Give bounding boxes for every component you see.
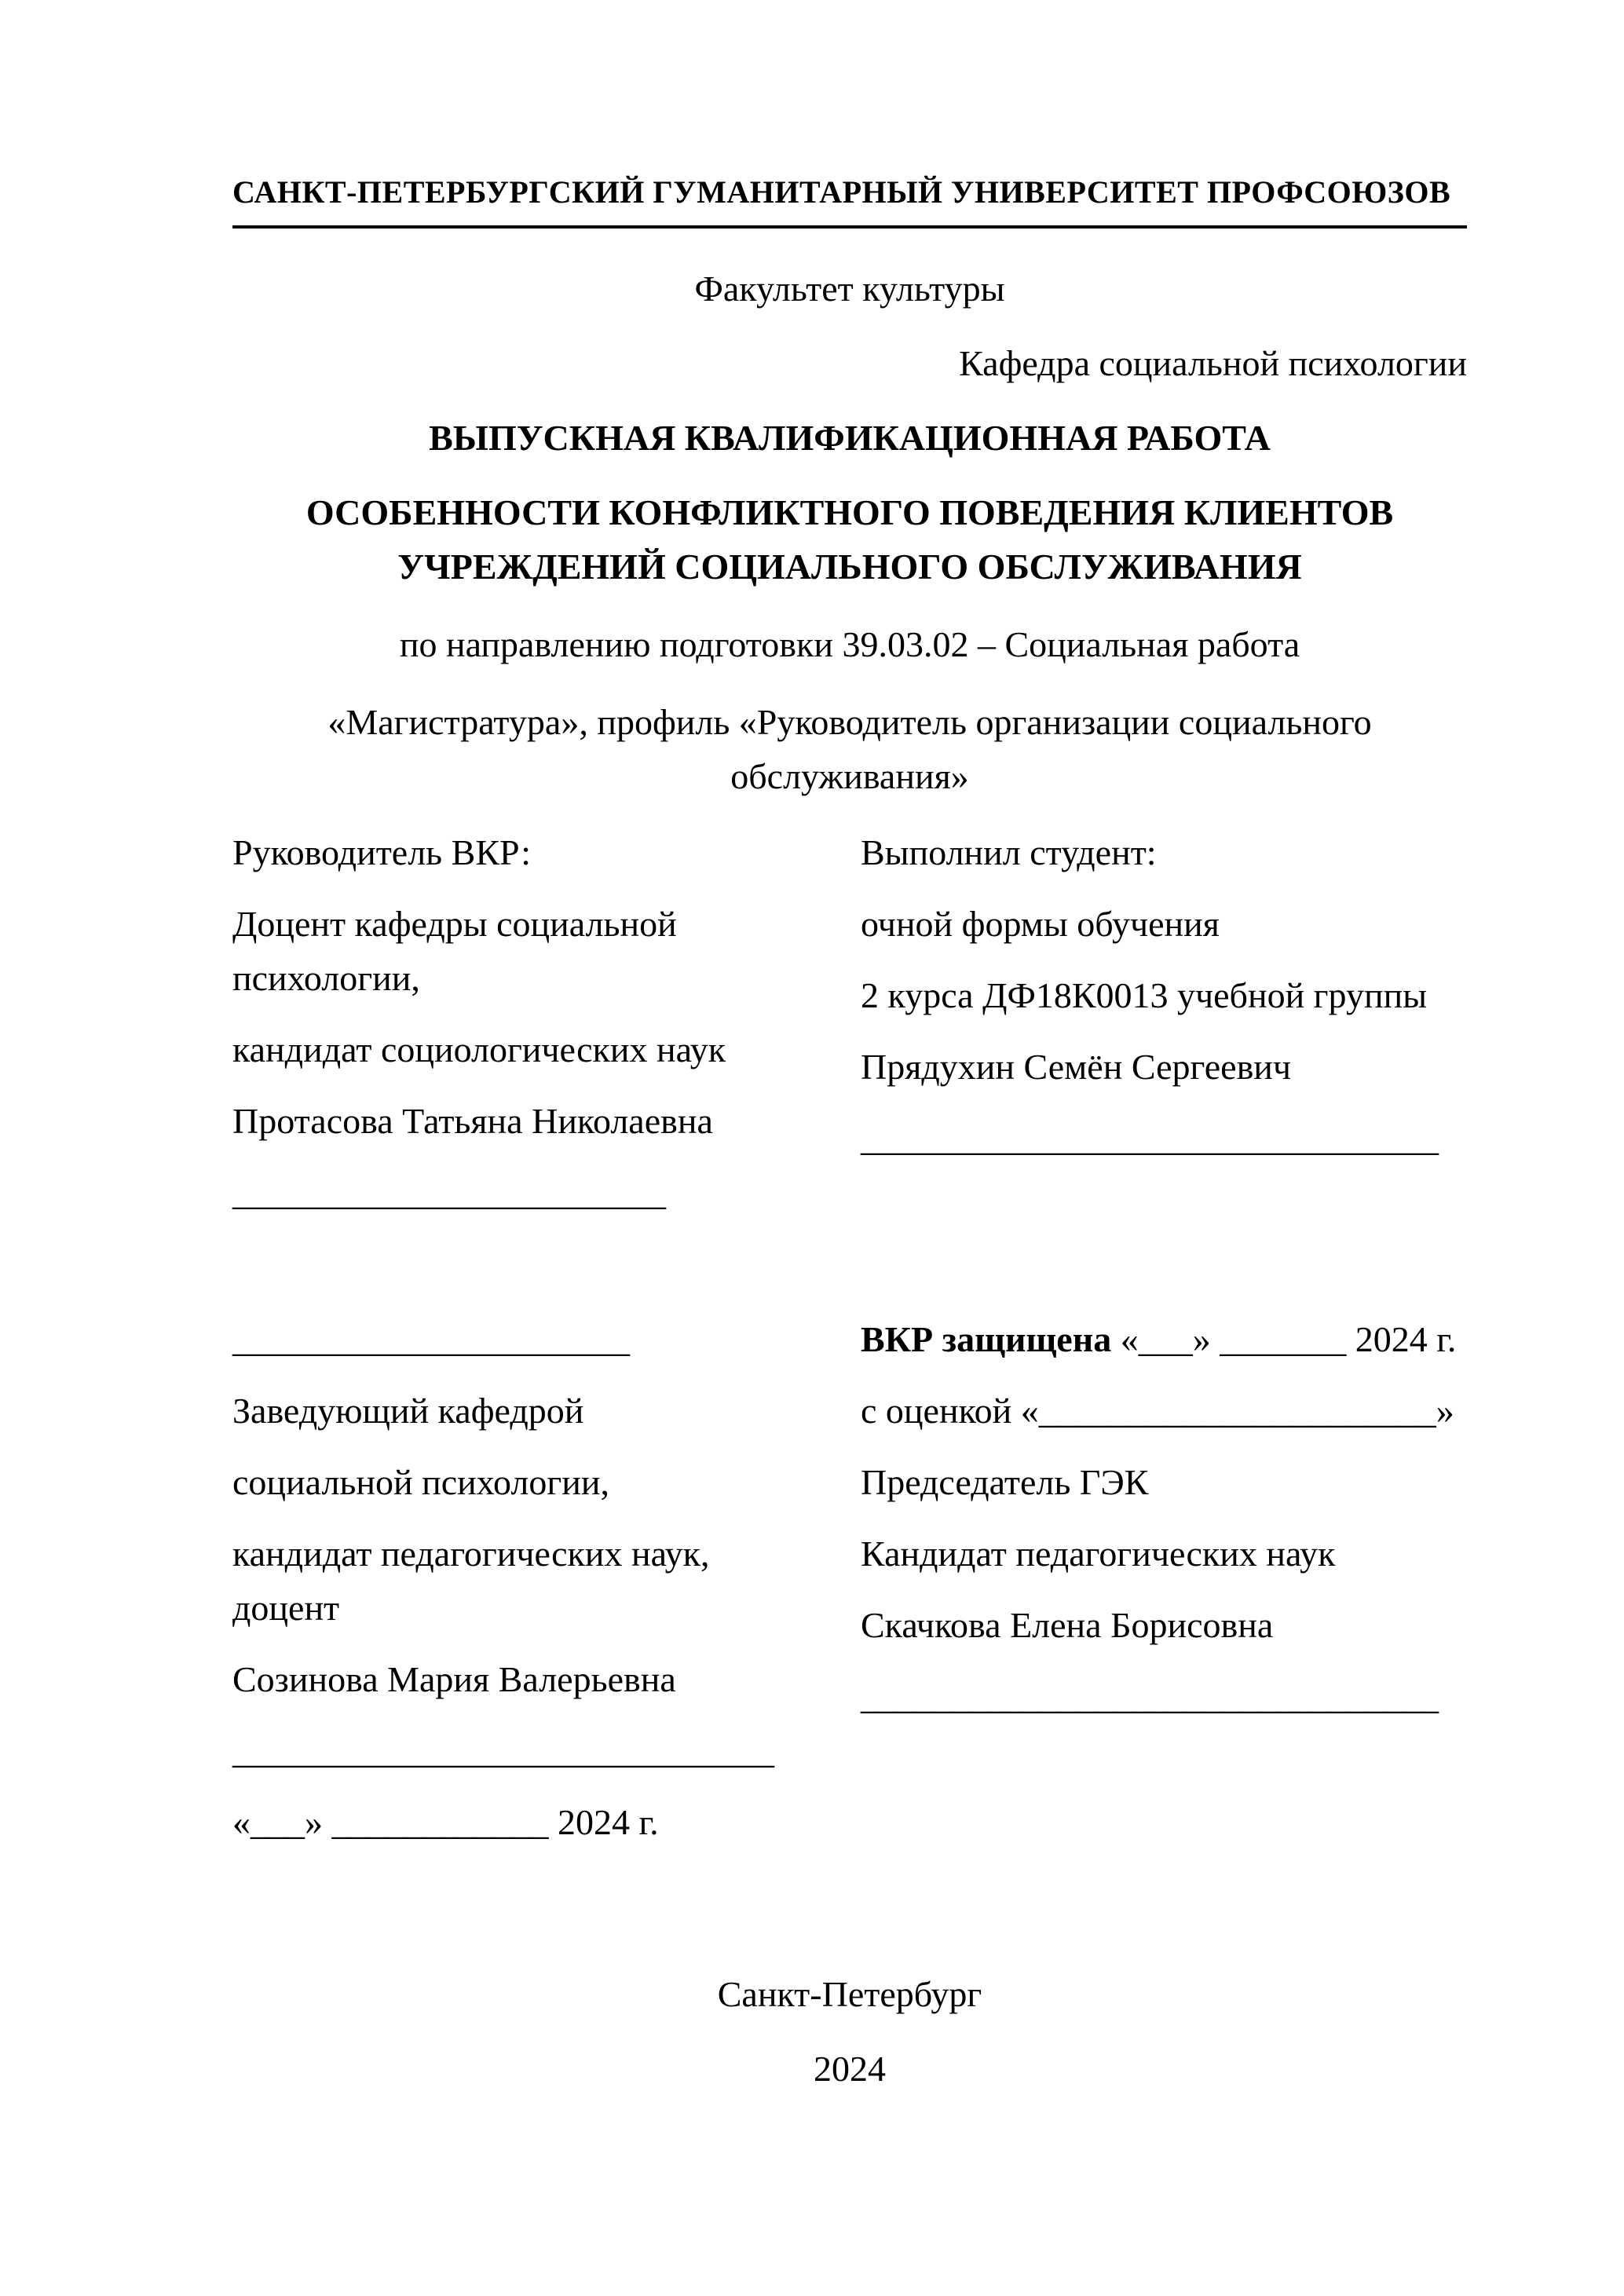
direction-line: по направлению подготовки 39.03.02 – Социальная работа [399, 624, 1300, 664]
head-date-line: «___» ____________ 2024 г. [232, 1802, 659, 1842]
head-position-line1: Заведующий кафедрой [232, 1391, 584, 1431]
defense-grade-line: с оценкой «______________________» [861, 1391, 1454, 1431]
work-type-heading: ВЫПУСКНАЯ КВАЛИФИКАЦИОННАЯ РАБОТА [429, 418, 1271, 458]
student-study-form: очной формы обучения [861, 904, 1220, 944]
supervisor-student-row [232, 825, 1467, 1219]
defense-chair-name: Скачкова Елена Борисовна [861, 1605, 1274, 1645]
supervisor-position: Доцент кафедры социальной психологии, [232, 904, 677, 998]
student-group: 2 курса ДФ18К0013 учебной группы [861, 975, 1428, 1015]
defense-chair-degree: Кандидат педагогических наук [861, 1534, 1336, 1574]
supervisor-block [232, 825, 814, 1219]
student-block [861, 825, 1467, 1165]
university-header: САНКТ-ПЕТЕРБУРГСКИЙ ГУМАНИТАРНЫЙ УНИВЕРСИТЕТ ПРОФСОЮЗОВ [232, 169, 1467, 229]
head-of-department-block [232, 1312, 814, 1849]
department-line: Кафедра социальной психологии [959, 343, 1467, 383]
program-line: «Магистратура», профиль «Руководитель организации социального обслуживания» [327, 702, 1372, 796]
defense-signature-line: ________________________________ [861, 1676, 1439, 1717]
defense-block [861, 1312, 1467, 1724]
supervisor-name: Протасова Татьяна Николаевна [232, 1101, 713, 1141]
head-position-line2: социальной психологии, [232, 1462, 609, 1502]
head-name: Созинова Мария Валерьевна [232, 1659, 676, 1699]
thesis-title: ОСОБЕННОСТИ КОНФЛИКТНОГО ПОВЕДЕНИЯ КЛИЕНТОВ УЧРЕЖДЕНИЙ СОЦИАЛЬНОГО ОБСЛУЖИВАНИЯ [305, 492, 1394, 587]
supervisor-degree: кандидат социологических наук [232, 1029, 726, 1069]
head-signature-line-top: ______________________ [232, 1319, 630, 1359]
supervisor-signature-line: ________________________ [232, 1172, 666, 1212]
student-label: Выполнил студент: [861, 832, 1157, 872]
head-degree: кандидат педагогических наук, доцент [232, 1534, 710, 1628]
defense-status-rest: «___» _______ 2024 г. [1111, 1319, 1457, 1359]
faculty-line: Факультет культуры [694, 269, 1005, 309]
footer-year: 2024 [814, 2049, 886, 2089]
head-defense-row [232, 1312, 1467, 1849]
defense-status-bold: ВКР защищена [861, 1319, 1112, 1359]
head-signature-line: ______________________________ [232, 1731, 774, 1771]
supervisor-label: Руководитель ВКР: [232, 832, 532, 872]
defense-status-line [861, 1312, 1467, 1366]
student-signature-line: ________________________________ [861, 1118, 1439, 1158]
student-name: Прядухин Семён Сергеевич [861, 1047, 1292, 1087]
footer-city: Санкт-Петербург [717, 1974, 982, 2014]
defense-chair-title: Председатель ГЭК [861, 1462, 1149, 1502]
